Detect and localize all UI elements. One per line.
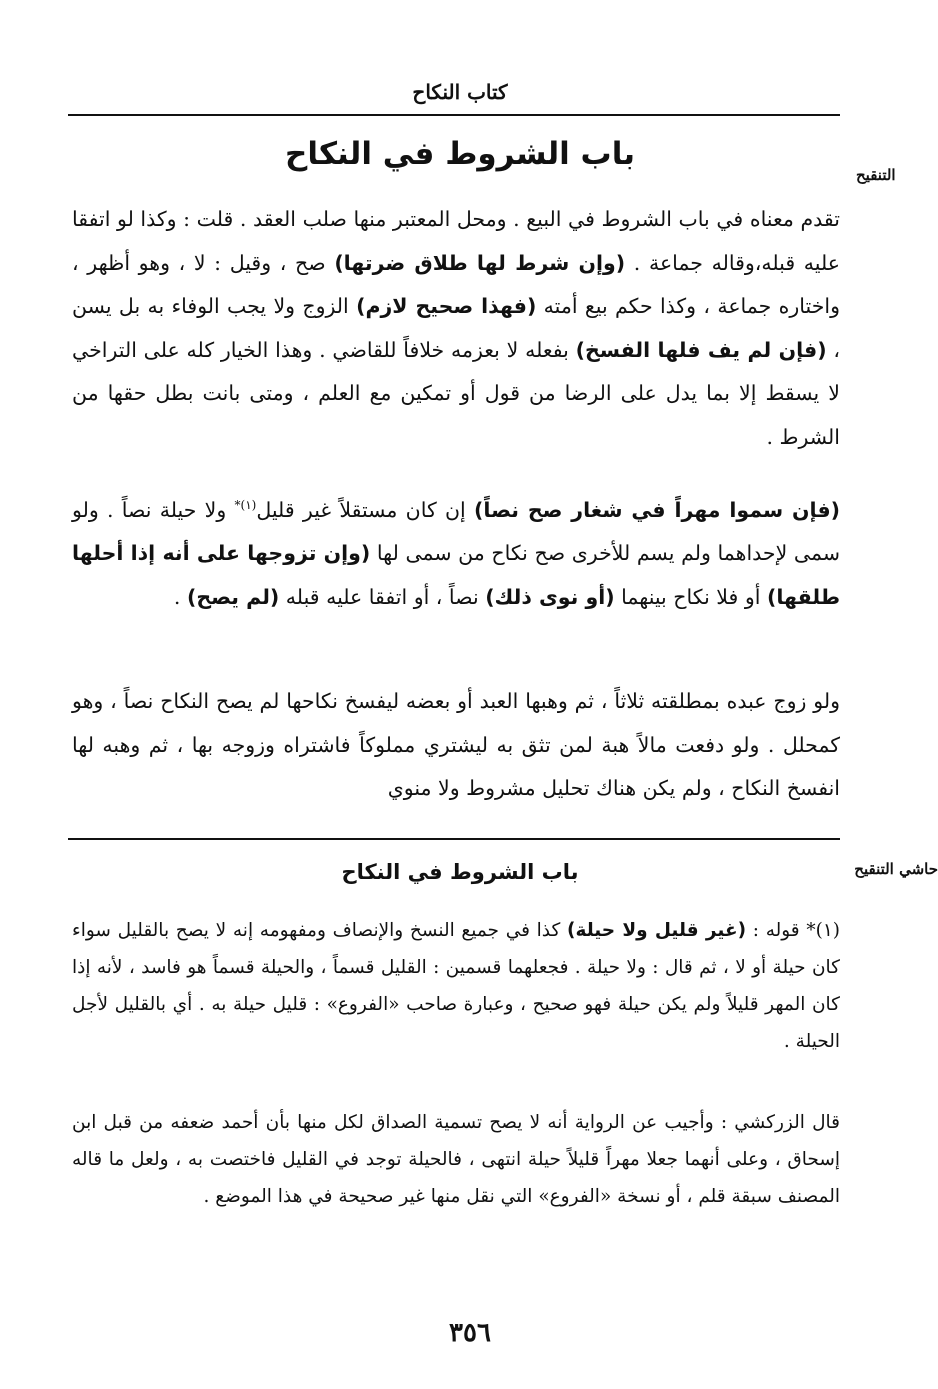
header-rule bbox=[68, 114, 840, 116]
bold-matn: (فهذا صحيح لازم) bbox=[356, 294, 537, 318]
text-run: الزوج ولا يجب الوفاء به بل يسن ، bbox=[72, 294, 840, 362]
page-number: ٣٥٦ bbox=[449, 1318, 491, 1348]
bold-matn: (فإن لم يف فلها الفسخ) bbox=[575, 337, 827, 362]
text-run: أو فلا نكاح بينهما bbox=[614, 584, 767, 609]
chapter-title: باب الشروط في النكاح bbox=[285, 136, 635, 172]
text-run: نصاً ، أو اتفقا عليه قبله bbox=[279, 584, 486, 609]
footnote-2 bbox=[72, 1104, 840, 1215]
footnote-section-title: باب الشروط في النكاح bbox=[341, 860, 579, 884]
text-run: ولا حيلة نصاً . ولو سمى لإحداهما ولم يسم للأخرى صح نكاح من سمى لها bbox=[72, 497, 840, 566]
running-header: كتاب النكاح bbox=[412, 80, 508, 104]
bold-matn: (لم يصح) bbox=[186, 584, 280, 609]
bold-matn: (فإن سموا مهراً في شغار صح نصاً) bbox=[474, 497, 840, 522]
bold-matn: (أو نوى ذلك) bbox=[485, 584, 615, 609]
main-paragraph-2 bbox=[72, 484, 840, 619]
bold-quote: (غير قليل ولا حيلة) bbox=[567, 920, 747, 941]
footnote-separator bbox=[68, 838, 840, 840]
bold-matn: (وإن شرط لها طلاق ضرتها) bbox=[334, 250, 626, 275]
main-paragraph-1 bbox=[72, 198, 840, 459]
text-run: بفعله لا بعزمه خلافاً للقاضي . وهذا الخيار كله على التراخي لا يسقط إلا بما يدل على الرضا من قول أو تمكين مع العلم ، ومتى بانت بطل حقها من الشرط . bbox=[72, 337, 840, 449]
text-run: إن كان مستقلاً غير قليل bbox=[256, 497, 474, 522]
text-run: صح ، وقيل : لا ، وهو أظهر ، واختاره جماعة ، وكذا حكم بيع أمته bbox=[72, 250, 840, 318]
text-run: ولو زوج عبده بمطلقته ثلاثاً ، ثم وهبها العبد أو بعضه ليفسخ نكاحها لم يصح النكاح نصاً ، وهو كمحلل . ولو دفعت مالاً هبة لمن تثق به ليشتري مملوكاً فاشتراه وزوجه بها ، ثم وهبه لها انفسخ النكاح ، ولم يكن هناك تحليل مشروط ولا منوي bbox=[72, 689, 840, 800]
side-label-hashiyat-tanqih: حاشي التنقيح bbox=[854, 860, 938, 878]
text-run: تقدم معناه في باب الشروط في البيع . ومحل المعتبر منها صلب العقد . قلت : وكذا لو اتفقا عليه قبله،وقاله جماعة . bbox=[72, 207, 840, 275]
text-run: قال الزركشي : وأجيب عن الرواية أنه لا يصح تسمية الصداق لكل منها بأن أحمد ضعفه من قبل ابن إسحاق ، وعلى أنهما جعلا مهراً قليلاً حيلة انتهى ، فالحيلة توجد في القليل فاختصت به ، ولعل ما قاله المصنف سبقة قلم ، أو نسخة «الفروع» التي نقل منها غير صحيحة في هذا الموضع . bbox=[72, 1112, 840, 1207]
footnote-ref[interactable]: (١)* bbox=[234, 498, 257, 512]
text-run: (١)* قوله : bbox=[746, 920, 840, 941]
bold-matn: (وإن تزوجها على أنه إذا أحلها طلقها) bbox=[72, 541, 840, 609]
main-paragraph-3 bbox=[72, 680, 840, 811]
footnote-1 bbox=[72, 912, 840, 1060]
text-run: كذا في جميع النسخ والإنصاف ومفهومه إنه لا يصح بالقليل سواء كان حيلة أو لا ، ثم قال : ولا حيلة . فجعلهما قسمين : القليل قسماً ، والحيلة قسماً هو فاسد ، لأنه إذا كان المهر قليلاً ولم يكن حيلة فهو صحيح ، وعبارة صاحب «الفروع» : قليل حيلة به . أي بالقليل لأجل الحيلة . bbox=[72, 920, 840, 1052]
text-run: . bbox=[173, 584, 187, 609]
side-label-tanqih: التنقيح bbox=[856, 166, 896, 184]
